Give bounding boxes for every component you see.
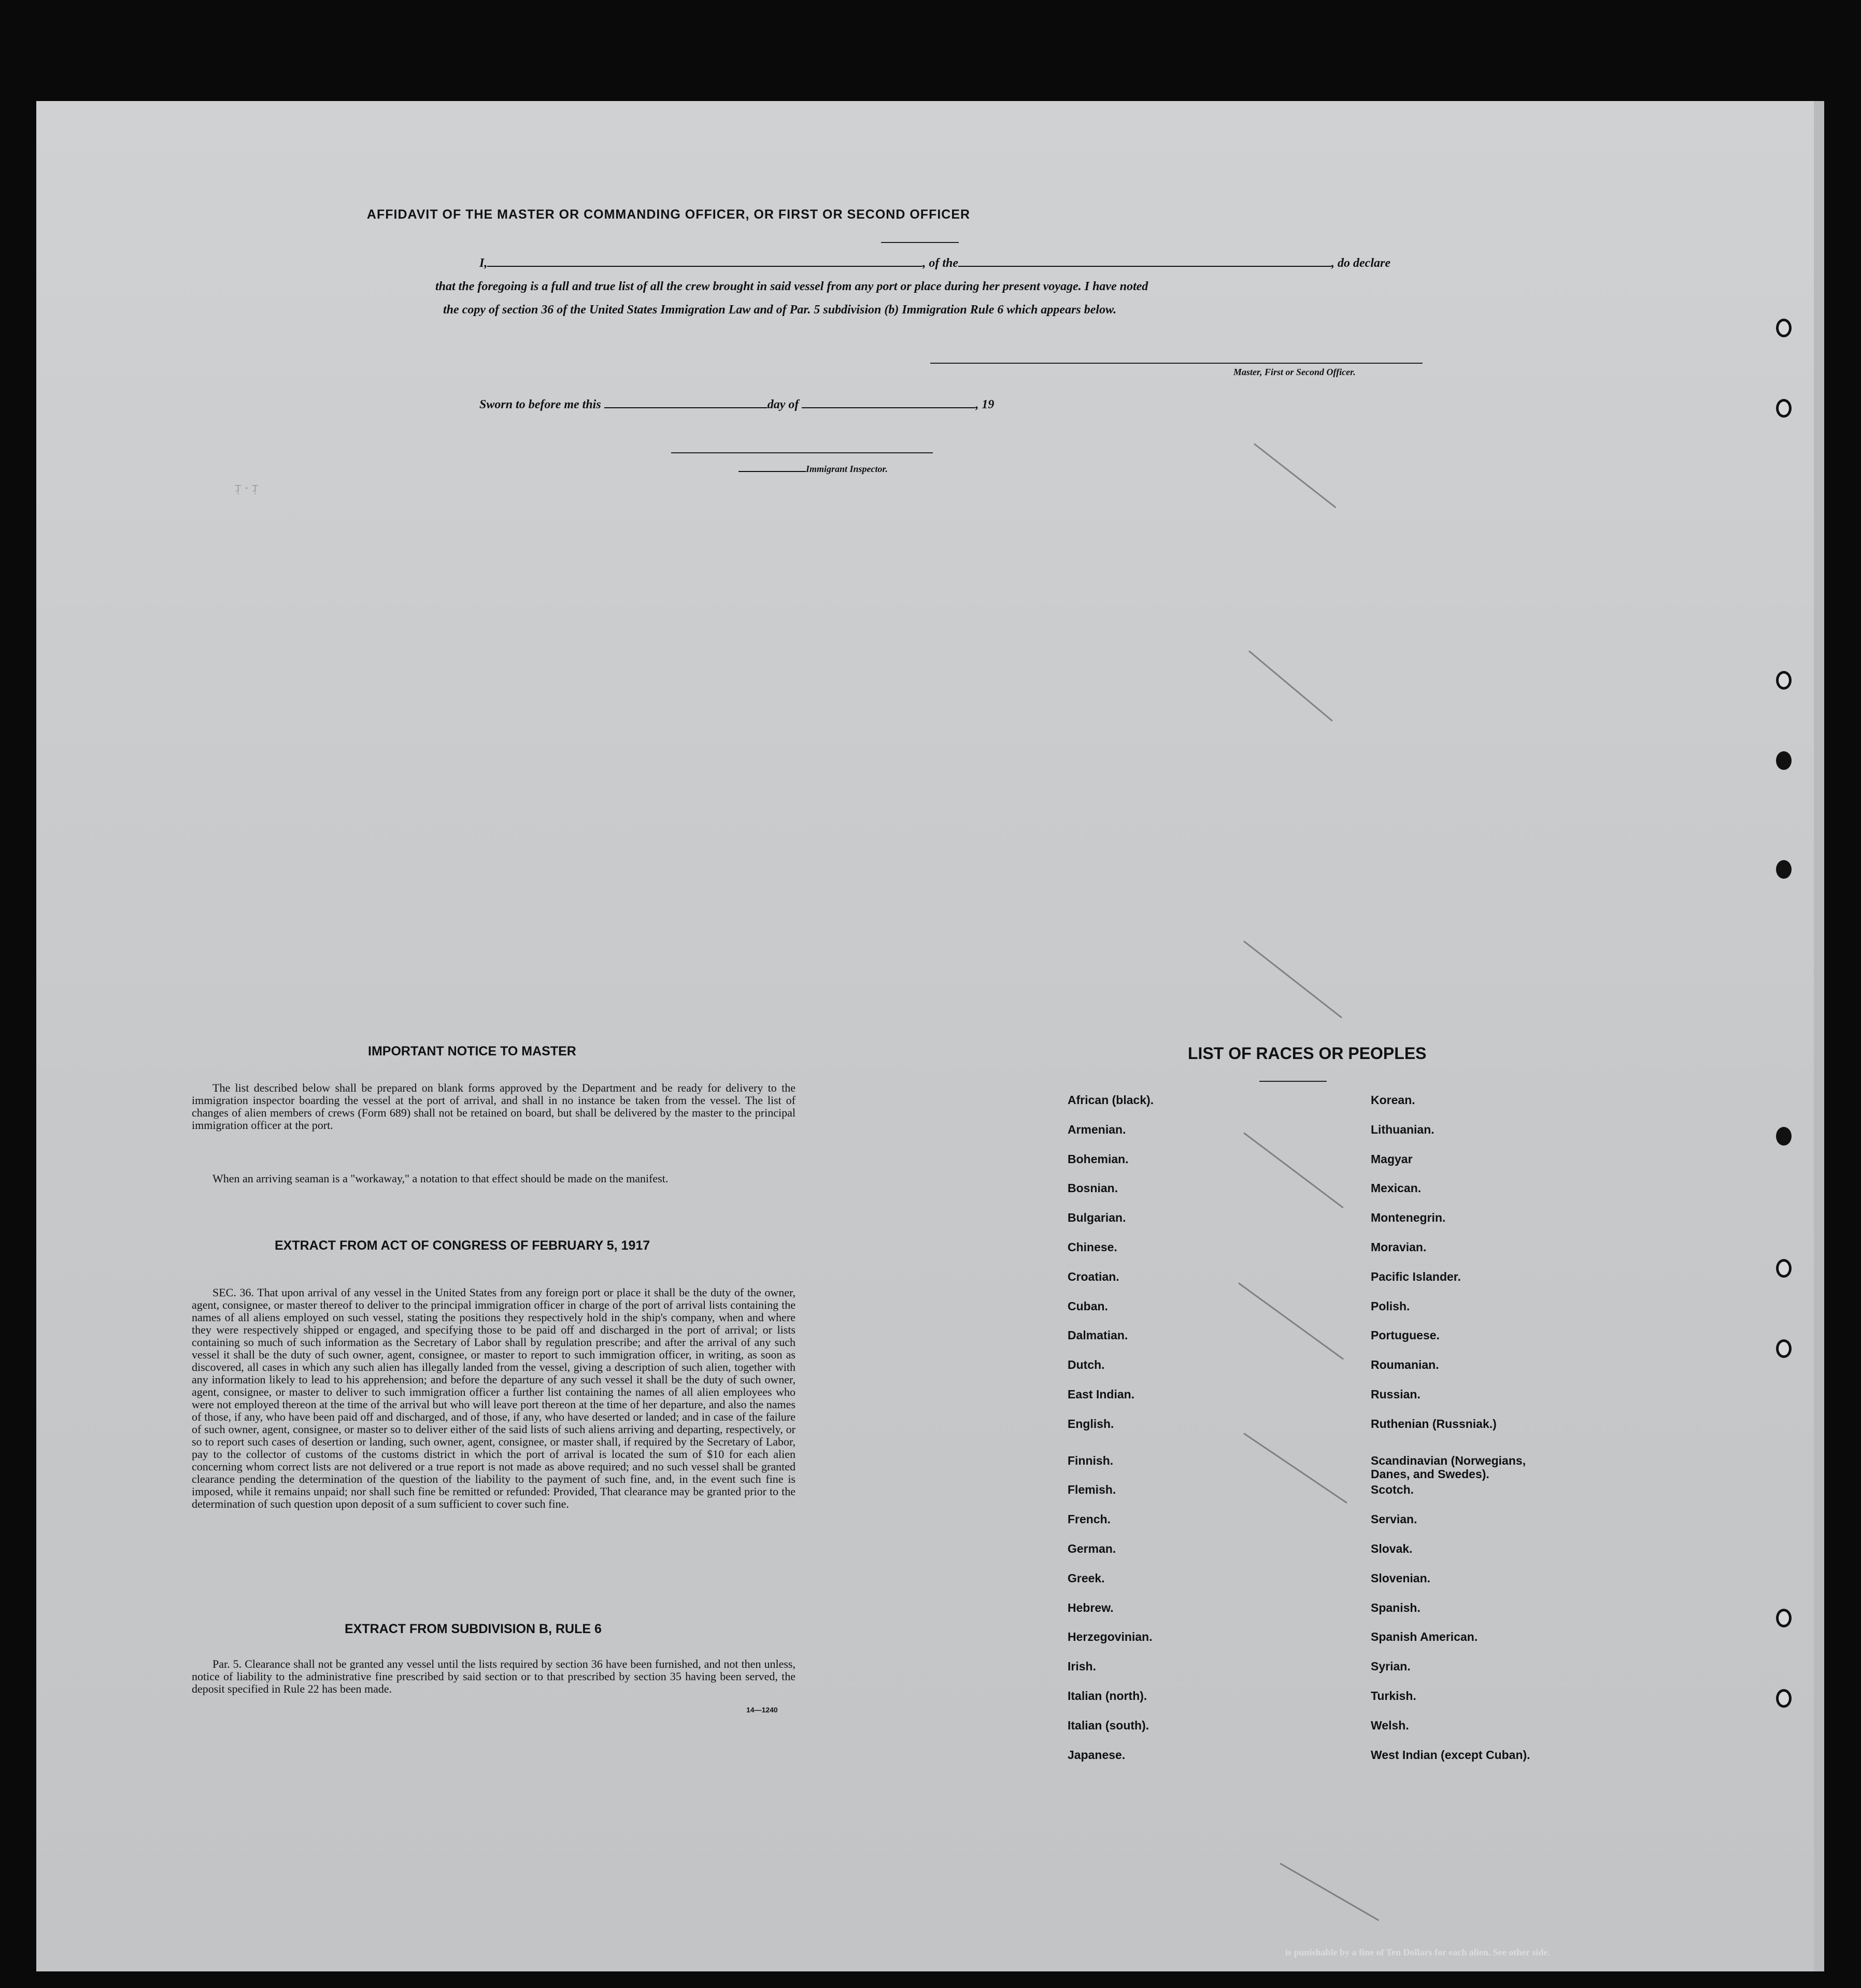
race-item: Herzegovinian. [1068, 1630, 1153, 1644]
rule-heading: EXTRACT FROM SUBDIVISION B, RULE 6 [345, 1622, 602, 1636]
notice-heading: IMPORTANT NOTICE TO MASTER [368, 1044, 576, 1059]
race-item: Russian. [1371, 1388, 1420, 1401]
race-item: French. [1068, 1512, 1111, 1526]
affidavit-declare-label: , do declare [1331, 256, 1390, 270]
vessel-blank[interactable] [958, 266, 1331, 267]
race-item: Polish. [1371, 1299, 1410, 1313]
race-item: Armenian. [1068, 1122, 1126, 1136]
race-item: German. [1068, 1542, 1116, 1555]
race-item: African (black). [1068, 1093, 1154, 1107]
affidavit-title: AFFIDAVIT OF THE MASTER OR COMMANDING OFFICER, OR FIRST OR SECOND OFFICER [366, 207, 971, 222]
binding-hole [1776, 1689, 1792, 1708]
binding-hole [1776, 1259, 1792, 1278]
race-item: Irish. [1068, 1660, 1096, 1674]
inspector-caption: Immigrant Inspector. [738, 464, 888, 475]
race-item: Turkish. [1371, 1689, 1416, 1703]
rule-body: Par. 5. Clearance shall not be granted any vessel until the lists required by section 36 have been furnished, and not then unless, notice of liability to the administrative fine prescribed by said section or to that prescribed by section 35 having been served, the deposit specified in Rule 22 has been made. [192, 1657, 795, 1695]
inspector-signature-line[interactable] [671, 452, 933, 453]
race-item: Chinese. [1068, 1240, 1117, 1254]
binding-hole [1776, 1339, 1792, 1358]
divider [881, 242, 959, 243]
race-item: Slovak. [1371, 1542, 1413, 1555]
race-item: Bohemian. [1068, 1152, 1129, 1166]
race-item: Scotch. [1371, 1483, 1414, 1497]
sworn-month-blank[interactable] [802, 407, 975, 408]
sworn-line [479, 398, 994, 412]
binding-hole [1776, 1609, 1792, 1627]
race-item: Italian (north). [1068, 1689, 1147, 1703]
pen-mark [1243, 940, 1342, 1018]
race-item: Ruthenian (Russniak.) [1371, 1417, 1497, 1431]
affidavit-i-label: I, [479, 256, 488, 270]
race-item: Spanish. [1371, 1600, 1420, 1614]
sworn-day-of: day of [767, 398, 799, 411]
signature-line[interactable] [930, 363, 1423, 364]
bleed-through-text: ᴉ·ᴉ [233, 482, 259, 496]
race-item: Korean. [1371, 1093, 1415, 1107]
act-heading: EXTRACT FROM ACT OF CONGRESS OF FEBRUARY 5, 1917 [275, 1238, 650, 1253]
race-item: Greek. [1068, 1571, 1105, 1585]
race-item: Roumanian. [1371, 1358, 1439, 1372]
affidavit-of-the-label: , of the [922, 256, 959, 270]
document-sheet [36, 101, 1814, 1971]
race-item: Portuguese. [1371, 1328, 1440, 1342]
race-item: Dalmatian. [1068, 1328, 1128, 1342]
race-item: Bulgarian. [1068, 1211, 1126, 1225]
race-item: Moravian. [1371, 1240, 1427, 1254]
binding-hole [1776, 319, 1792, 337]
binding-hole [1776, 751, 1792, 770]
race-item: Japanese. [1068, 1748, 1126, 1762]
race-item: Dutch. [1068, 1358, 1105, 1372]
race-item: Bosnian. [1068, 1181, 1118, 1195]
race-item: Servian. [1371, 1512, 1417, 1526]
race-item: West Indian (except Cuban). [1371, 1748, 1530, 1762]
name-blank[interactable] [487, 266, 922, 267]
race-item: Hebrew. [1068, 1600, 1114, 1614]
pen-mark [1238, 1282, 1344, 1360]
pen-mark [1243, 1433, 1347, 1504]
race-item: East Indian. [1068, 1388, 1135, 1401]
race-item: Spanish American. [1371, 1630, 1478, 1644]
race-item: Finnish. [1068, 1453, 1114, 1467]
race-item: Pacific Islander. [1371, 1269, 1461, 1283]
race-item: Magyar [1371, 1152, 1413, 1166]
race-item: Slovenian. [1371, 1571, 1431, 1585]
race-item: Lithuanian. [1371, 1122, 1434, 1136]
notice-paragraph-2: When an arriving seaman is a "workaway," a notation to that effect should be made on the manifest. [212, 1172, 669, 1185]
footer-note: is punishable by a fine of Ten Dollars for each alien. See other side. [1285, 1947, 1550, 1957]
affidavit-line-3: the copy of section 36 of the United States Immigration Law and of Par. 5 subdivision (b) Immigration Rule 6 which appears below. [443, 303, 1117, 317]
race-item: Scandinavian (Norwegians, Danes, and Swedes). [1371, 1453, 1526, 1481]
pen-mark [1254, 443, 1336, 508]
race-item: Croatian. [1068, 1269, 1119, 1283]
sworn-year: , 19 [975, 398, 995, 411]
affidavit-line-1 [479, 256, 1390, 270]
affidavit-line-2: that the foregoing is a full and true list of all the crew brought in said vessel from any port or place during her present voyage. I have noted [435, 280, 1148, 293]
race-item: English. [1068, 1417, 1114, 1431]
race-item: Flemish. [1068, 1483, 1116, 1497]
race-item: Syrian. [1371, 1660, 1411, 1674]
signature-caption: Master, First or Second Officer. [1233, 367, 1356, 377]
form-code: 14—1240 [746, 1706, 778, 1714]
pen-mark [1280, 1863, 1379, 1921]
race-item: Montenegrin. [1371, 1211, 1446, 1225]
act-body: SEC. 36. That upon arrival of any vessel in the United States from any foreign port or place it shall be the duty of the owner, agent, consignee, or master thereof to deliver to the principal immigration officer in charge of the port of arrival lists containing the names of all aliens employed on such vessel, stating the positions they respectively hold in the ship's company, when and where they were respectively shipped or engaged, and specifying those to be paid off and discharged in the port of arrival; or lists containing so much of such information as the Secretary of Labor shall by regulation prescribe; and after the arrival of any such vessel it shall be the duty of such owner, agent, consignee, or master to report to such immigration officer, in writing, as soon as discovered, all cases in which any such alien has illegally landed from the vessel, giving a description of such alien, together with any information likely to lead to his apprehension; and before the departure of any such vessel it shall be the duty of such owner, agent, consignee, or master to deliver to such immigration officer a further list containing the names of all alien employees who were not employed thereon at the time of the arrival but who will leave port thereon at the time of her departure, and also the names of those, if any, who have been paid off and discharged, and of those, if any, who have deserted or landed; and in case of the failure of such owner, agent, consignee, or master so to deliver either of the said lists of such aliens arriving and departing, respectively, or so to report such cases of desertion or landing, such owner, agent, consignee, or master shall, if required by the Secretary of Labor, pay to the collector of customs of the customs district in which the port of arrival is located the sum of $10 for each alien concerning whom correct lists are not delivered or a true report is not made as above required; and no such vessel shall be granted clearance pending the determination of the question of the liability to the payment of such fine, and, in the event such fine is imposed, while it remains unpaid; nor shall such fine be remitted or refunded: Provided, That clearance may be granted prior to the determination of such question upon deposit of a sum sufficient to cover such fine. [192, 1286, 795, 1510]
pen-mark [1243, 1132, 1343, 1208]
race-item: Cuban. [1068, 1299, 1108, 1313]
sworn-prefix: Sworn to before me this [479, 398, 601, 411]
race-item: Welsh. [1371, 1718, 1409, 1732]
binding-hole [1776, 671, 1792, 690]
pen-mark [1248, 650, 1333, 721]
races-heading: LIST OF RACES OR PEOPLES [1188, 1044, 1427, 1063]
binding-hole [1776, 1127, 1792, 1146]
binding-hole [1776, 399, 1792, 418]
sworn-day-blank[interactable] [604, 407, 768, 408]
notice-paragraph-1: The list described below shall be prepared on blank forms approved by the Department and be ready for delivery to the immigration inspector boarding the vessel at the port of arrival, and shall in no instance be taken from the vessel. The list of changes of alien members of crews (Form 689) shall not be retained on board, but shall be delivered by the master to the principal immigration officer at the port. [192, 1081, 795, 1132]
divider [1259, 1081, 1327, 1082]
race-item: Italian (south). [1068, 1718, 1149, 1732]
race-item: Mexican. [1371, 1181, 1422, 1195]
binding-hole [1776, 860, 1792, 879]
